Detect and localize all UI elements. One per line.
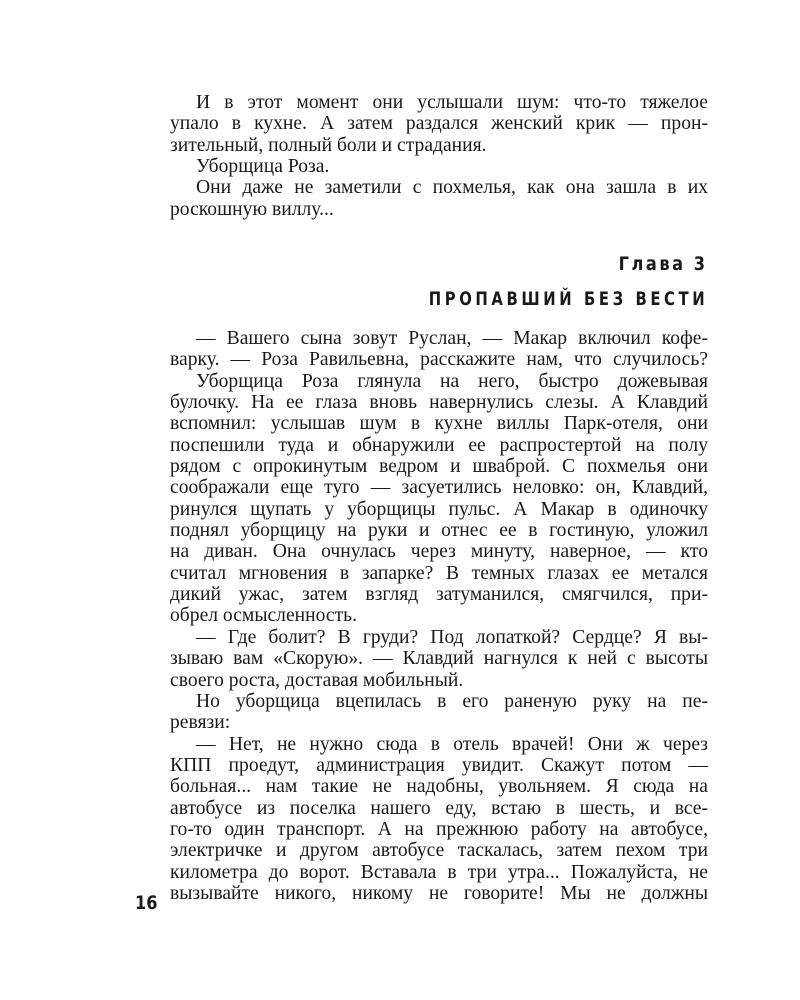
body-line: больная... нам такие не надобны, увольняем. Я сюда на (170, 776, 708, 798)
page-number: 16 (135, 892, 158, 914)
chapter-body-text (170, 328, 708, 904)
body-line: — Вашего сына зовут Руслан, — Макар включил кофе- (196, 328, 708, 349)
body-line: ревязи: (170, 712, 231, 734)
body-line: поднял уборщицу на руки и отнес ее в гостиную, уложил (170, 520, 708, 542)
body-line: своего роста, доставая мобильный. (170, 669, 464, 691)
body-line: варку. — Роза Равильевна, расскажите нам, что случилось? (170, 349, 708, 371)
body-line: дикий ужас, затем взгляд затуманился, смягчился, при- (170, 584, 708, 606)
body-line: автобусе из поселка нашего еду, встаю в шесть, и все- (170, 797, 708, 819)
intro-line: И в этот момент они услышали шум: что-то тяжелое (196, 92, 708, 113)
body-line: — Нет, не нужно сюда в отель врачей! Они ж через (196, 733, 708, 755)
intro-line: роскошную виллу... (170, 198, 334, 220)
intro-line: Уборщица Роза. (196, 156, 330, 178)
chapter-number: Глава 3 (619, 253, 708, 275)
body-line: вспомнил: услышав шум в кухне виллы Парк-отеля, они (170, 413, 708, 435)
body-line: го-то один транспорт. А на прежнюю работу на автобусе, (170, 818, 708, 840)
body-line: обрел осмысленность. (170, 605, 358, 627)
body-line: ринулся щупать у уборщицы пульс. А Макар в одиночку (170, 498, 708, 520)
body-line: Уборщица Роза глянула на него, быстро дожевывая (196, 370, 708, 392)
body-line: на диван. Она очнулась через минуту, наверное, — кто (170, 541, 708, 563)
body-line: КПП проедут, администрация увидит. Скажут потом — (170, 754, 708, 776)
body-line: соображали еще туго — засуетились неловко: он, Клавдий, (170, 477, 708, 499)
body-line: вызывайте никого, никому не говорите! Мы не должны (170, 882, 708, 904)
body-line: километра до ворот. Вставала в три утра... Пожалуйста, не (170, 861, 708, 883)
chapter-title: ПРОПАВШИЙ БЕЗ ВЕСТИ (428, 288, 708, 310)
intro-line: упало в кухне. А затем раздался женский крик — прон- (170, 113, 708, 135)
intro-text-block (170, 92, 708, 220)
body-line: булочку. На ее глаза вновь навернулись слезы. А Клавдий (170, 392, 708, 414)
body-line: зываю вам «Скорую». — Клавдий нагнулся к ней с высоты (170, 648, 708, 670)
intro-line: зительный, полный боли и страдания. (170, 134, 487, 156)
body-line: Но уборщица вцепилась в его раненую руку на пе- (196, 690, 708, 712)
body-line: считал мгновения в запарке? В темных глазах ее метался (170, 562, 708, 584)
body-line: поспешили туда и обнаружили ее распростертой на полу (170, 434, 708, 456)
body-line: электричке и другом автобусе таскалась, затем пехом три (170, 840, 708, 862)
intro-line: Они даже не заметили с похмелья, как она зашла в их (196, 177, 708, 199)
body-line: рядом с опрокинутым ведром и шваброй. С похмелья они (170, 456, 708, 478)
body-line: — Где болит? В груди? Под лопаткой? Сердце? Я вы- (196, 626, 708, 648)
